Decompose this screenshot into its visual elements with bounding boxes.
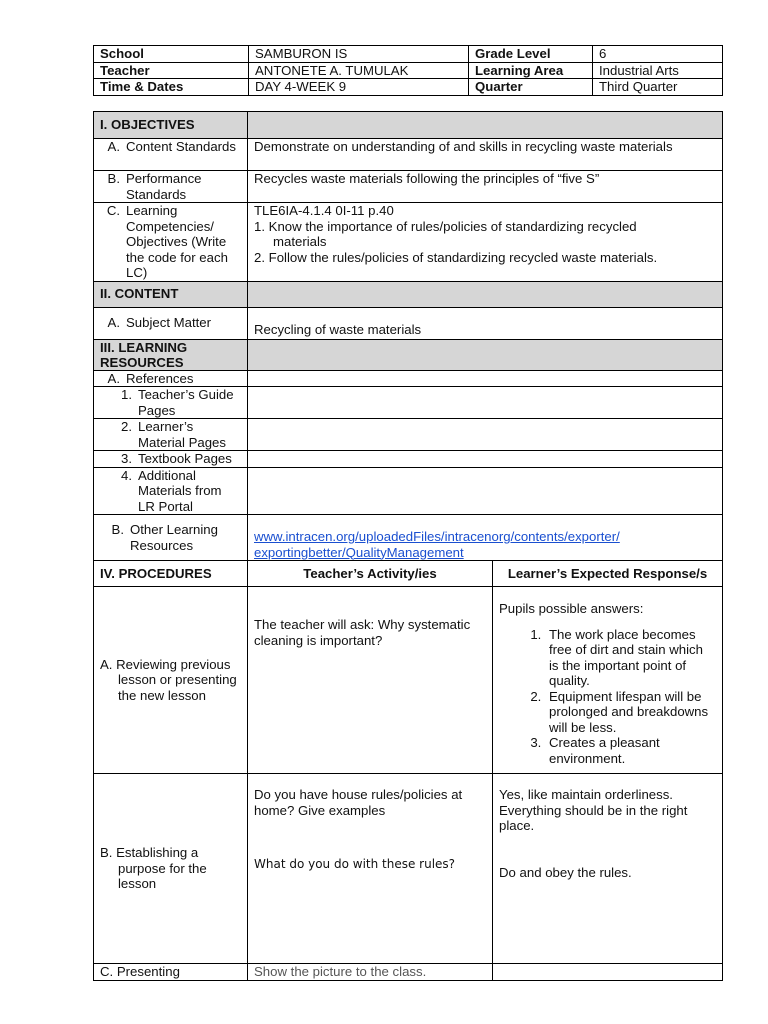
list-letter: A.: [107, 139, 120, 154]
procedure-b-teacher-q2: What do you do with these rules?: [254, 857, 456, 871]
other-resources-cell: [94, 515, 248, 561]
learner-column-header: Learner’s Expected Response/s: [493, 561, 723, 587]
competency-2: 2. Follow the rules/policies of standardizing recycled waste materials.: [254, 249, 658, 265]
grade-value: 6: [593, 46, 723, 63]
list-number: 2.: [121, 419, 132, 434]
list-number: 3.: [121, 451, 132, 466]
list-item: 1. The work place becomes free of dirt and stain which is the important point of quality.: [545, 627, 716, 689]
procedure-b-label: B. Establishing a purpose for the lesson: [100, 845, 207, 892]
list-letter: A.: [107, 315, 120, 331]
reference-item: [94, 467, 248, 515]
procedure-a-label: A. Reviewing previous lesson or presenting the new lesson: [100, 656, 237, 703]
school-label: School: [94, 46, 249, 63]
reference-value: [248, 451, 723, 468]
content-title-fill: [248, 281, 723, 307]
subject-cell: [94, 307, 248, 339]
reference-label: Teacher’s Guide Pages: [138, 387, 234, 418]
list-letter: A.: [107, 370, 120, 386]
area-label: Learning Area: [469, 62, 593, 79]
content-standards-value: Demonstrate on understanding of and skills in recycling waste materials: [248, 139, 723, 171]
teacher-column-header: Teacher’s Activity/ies: [248, 561, 493, 587]
subject-value: Recycling of waste materials: [248, 307, 723, 339]
procedure-b-teacher: [248, 774, 493, 964]
resources-title-text: III. LEARNING RESOURCES: [100, 339, 188, 370]
reference-item: [94, 419, 248, 451]
performance-label: Performance Standards: [126, 171, 202, 202]
competencies-label: Learning Competencies/ Objectives (Write the code for each LC): [126, 203, 228, 280]
competency-1: 1. Know the importance of rules/policies of standardizing recycled: [254, 218, 637, 234]
procedure-b-label-cell: [94, 774, 248, 964]
procedure-a-learner-intro: Pupils possible answers:: [499, 601, 644, 616]
time-value: DAY 4-WEEK 9: [249, 79, 469, 96]
procedure-a-learner: [493, 587, 723, 774]
list-letter: B.: [111, 522, 124, 537]
resource-link[interactable]: [254, 529, 620, 560]
quarter-label: Quarter: [469, 79, 593, 96]
lesson-table: [93, 111, 723, 981]
resources-title: [94, 339, 248, 370]
procedure-c-label: C. Presenting: [94, 964, 248, 981]
competencies-value: [248, 203, 723, 282]
list-number: 4.: [121, 467, 132, 483]
reference-label: Learner’s Material Pages: [138, 419, 226, 450]
resources-title-fill: [248, 339, 723, 370]
time-label: Time & Dates: [94, 79, 249, 96]
resource-link-line2: exportingbetter/QualityManagement: [254, 544, 464, 560]
header-table: [93, 45, 723, 96]
procedures-title: IV. PROCEDURES: [94, 561, 248, 587]
competencies-cell: [94, 203, 248, 282]
teacher-value: ANTONETE A. TUMULAK: [249, 62, 469, 79]
reference-label: Additional Materials from LR Portal: [138, 467, 222, 514]
objectives-title-fill: [248, 112, 723, 139]
other-resources-value: [248, 515, 723, 561]
reference-value: [248, 387, 723, 419]
performance-value: Recycles waste materials following the principles of “five S”: [248, 171, 723, 203]
performance-cell: [94, 171, 248, 203]
references-cell: [94, 370, 248, 387]
area-value: Industrial Arts: [593, 62, 723, 79]
competency-1-cont: materials: [273, 234, 327, 249]
competencies-code: TLE6IA-4.1.4 0I-11 p.40: [254, 203, 394, 218]
teacher-label: Teacher: [94, 62, 249, 79]
list-letter: B.: [107, 171, 120, 186]
references-label: References: [126, 370, 194, 386]
content-standards-cell: [94, 139, 248, 171]
procedure-a-teacher-text: The teacher will ask: Why systematic cleaning is important?: [254, 617, 471, 648]
procedure-b-teacher-q1: Do you have house rules/policies at home? Give examples: [254, 787, 463, 818]
school-value: SAMBURON IS: [249, 46, 469, 63]
procedure-a-answers: [499, 627, 716, 767]
reference-item: [94, 451, 248, 468]
procedure-a-teacher: [248, 587, 493, 774]
list-letter: C.: [106, 203, 120, 218]
content-standards-label: Content Standards: [126, 139, 236, 154]
procedure-c-learner: [493, 964, 723, 981]
content-title: II. CONTENT: [94, 281, 248, 307]
grade-label: Grade Level: [469, 46, 593, 63]
references-value: [248, 370, 723, 387]
list-item: 3. Creates a pleasant environment.: [545, 735, 716, 766]
reference-value: [248, 419, 723, 451]
quarter-value: Third Quarter: [593, 79, 723, 96]
procedure-c-teacher: Show the picture to the class.: [248, 964, 493, 981]
procedure-b-learner-a1: Yes, like maintain orderliness. Everything should be in the right place.: [499, 787, 688, 833]
list-number: 1.: [121, 387, 132, 402]
reference-label: Textbook Pages: [138, 451, 232, 466]
reference-value: [248, 467, 723, 515]
list-item: 2. Equipment lifespan will be prolonged and breakdowns will be less.: [545, 689, 716, 736]
objectives-title: I. OBJECTIVES: [94, 112, 248, 139]
procedure-a-label-cell: [94, 587, 248, 774]
procedure-b-learner: [493, 774, 723, 964]
other-resources-label: Other Learning Resources: [130, 522, 218, 553]
resource-link-line1: www.intracen.org/uploadedFiles/intracenorg/contents/exporter/: [254, 529, 620, 544]
reference-item: [94, 387, 248, 419]
procedure-b-learner-a2: Do and obey the rules.: [499, 864, 632, 880]
subject-label: Subject Matter: [126, 315, 212, 331]
